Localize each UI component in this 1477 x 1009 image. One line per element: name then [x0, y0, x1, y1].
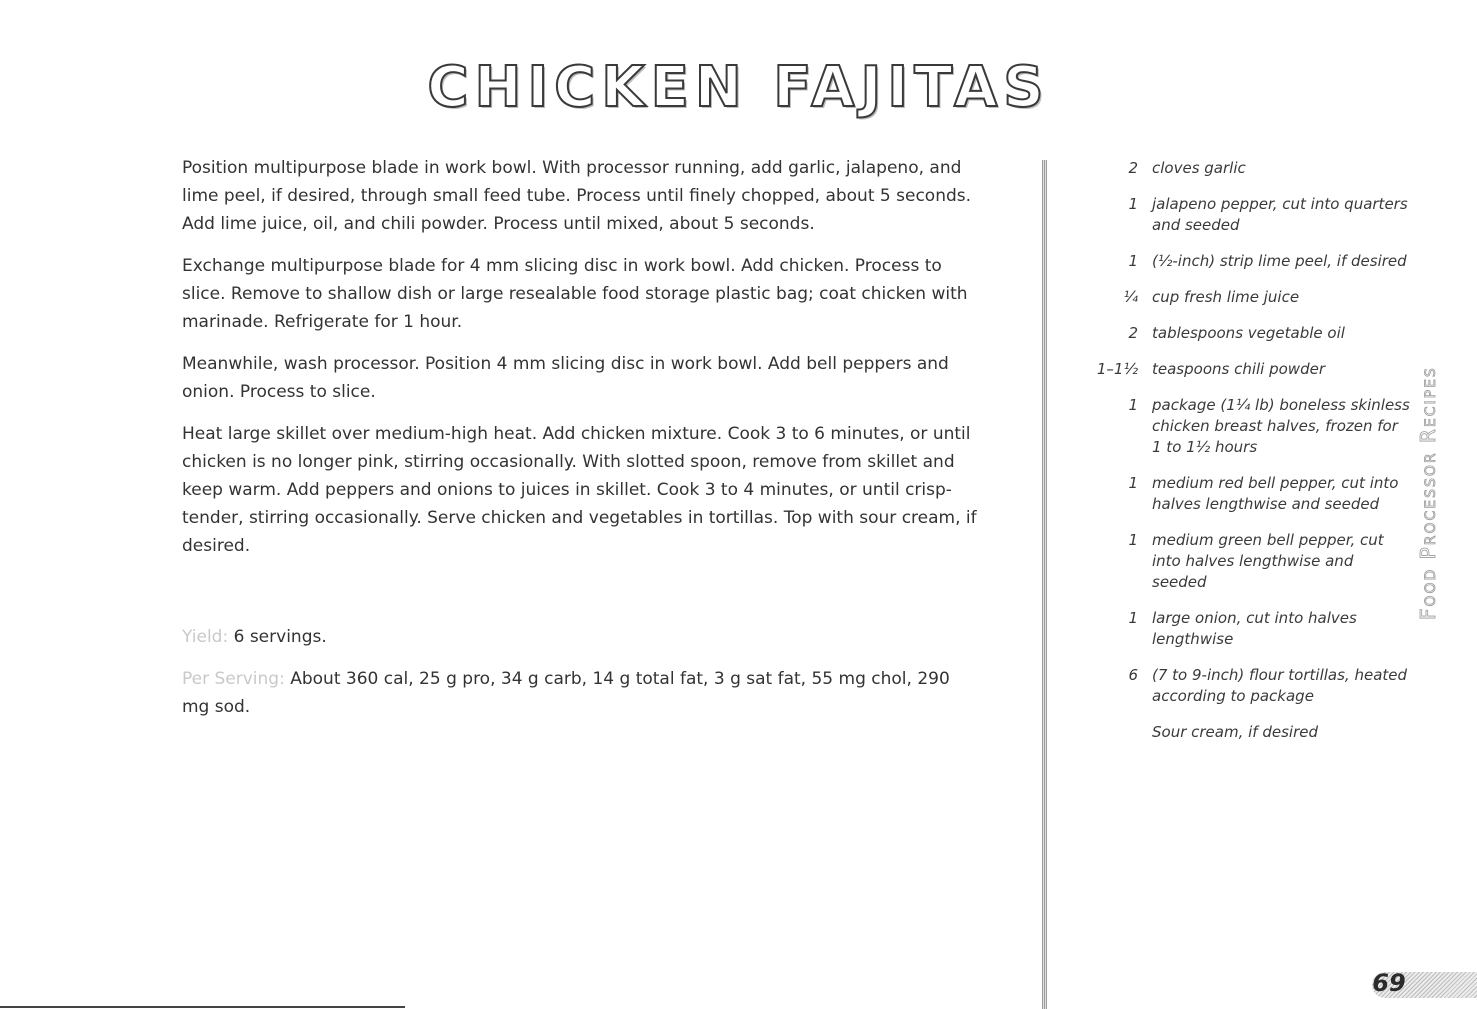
ingredient-item: [1092, 158, 1412, 179]
ingredient-item: [1092, 194, 1412, 236]
ingredient-qty: [1092, 722, 1152, 743]
direction-step: Heat large skillet over medium-high heat. Add chicken mixture. Cook 3 to 6 minutes, or until chicken is no longer pink, stirring occasionally. With slotted spoon, remove from skillet and keep warm. Add peppers and onions to juices in skillet. Cook 3 to 4 minutes, or until crisp-tender, stirring occasionally. Serve chicken and vegetables in tortillas. Top with sour cream, if desired.: [182, 424, 977, 556]
ingredient-qty: 1: [1128, 609, 1138, 627]
ingredient-qty: 1–1½: [1096, 360, 1138, 378]
ingredient-item: [1092, 722, 1412, 743]
direction-step: Position multipurpose blade in work bowl. With processor running, add garlic, jalapeno, and lime peel, if desired, through small feed tube. Process until finely chopped, about 5 seconds. Add lime juice, oil, and chili powder. Process until mixed, about 5 seconds.: [182, 158, 972, 234]
ingredient-text: cup fresh lime juice: [1152, 288, 1300, 306]
ingredient-qty: 1: [1128, 531, 1138, 549]
column-divider: [1042, 160, 1047, 1009]
ingredient-text: Sour cream, if desired: [1152, 723, 1318, 741]
ingredient-item: [1092, 608, 1412, 650]
ingredient-item: [1092, 287, 1412, 308]
ingredient-qty: 2: [1128, 159, 1138, 177]
ingredient-text: cloves garlic: [1152, 159, 1246, 177]
ingredient-text: package (1¼ lb) boneless skinless chicken breast halves, frozen for 1 to 1½ hours: [1152, 396, 1410, 456]
ingredient-text: large onion, cut into halves lengthwise: [1152, 609, 1357, 648]
section-side-label: Food Processor Recipes: [1416, 366, 1440, 620]
ingredient-text: (½-inch) strip lime peel, if desired: [1152, 252, 1407, 270]
page-number: 69: [1372, 969, 1406, 997]
per-serving-label: Per Serving:: [182, 669, 285, 689]
ingredient-text: teaspoons chili powder: [1152, 360, 1325, 378]
ingredient-list: [1092, 158, 1412, 758]
direction-step: Exchange multipurpose blade for 4 mm slicing disc in work bowl. Add chicken. Process to slice. Remove to shallow dish or large resealable food storage plastic bag; coat chicken with marinade. Refrigerate for 1 hour.: [182, 256, 968, 332]
ingredient-text: medium green bell pepper, cut into halves lengthwise and seeded: [1152, 531, 1384, 591]
ingredient-text: (7 to 9-inch) flour tortillas, heated according to package: [1152, 666, 1408, 705]
ingredient-item: [1092, 323, 1412, 344]
ingredient-text: medium red bell pepper, cut into halves lengthwise and seeded: [1152, 474, 1399, 513]
yield-value: 6 servings.: [228, 627, 327, 647]
ingredient-qty: 1: [1128, 195, 1138, 213]
yield-label: Yield:: [182, 627, 229, 647]
page-title: CHICKEN FAJITAS: [427, 55, 1050, 120]
ingredient-item: [1092, 251, 1412, 272]
ingredient-qty: 6: [1128, 666, 1138, 684]
ingredient-qty: 2: [1128, 324, 1138, 342]
direction-step: Meanwhile, wash processor. Position 4 mm slicing disc in work bowl. Add bell peppers and onion. Process to slice.: [182, 354, 949, 402]
ingredient-item: [1092, 359, 1412, 380]
ingredient-item: [1092, 473, 1412, 515]
per-serving-value: About 360 cal, 25 g pro, 34 g carb, 14 g total fat, 3 g sat fat, 55 mg chol, 290 mg sod.: [182, 669, 950, 717]
ingredient-qty: 1: [1128, 474, 1138, 492]
ingredient-item: [1092, 530, 1412, 593]
ingredient-qty: 1: [1128, 396, 1138, 414]
nutrition-info: [182, 623, 982, 735]
ingredient-item: [1092, 395, 1412, 458]
ingredient-item: [1092, 665, 1412, 707]
per-serving-line: [182, 665, 982, 721]
yield-line: [182, 623, 982, 651]
ingredient-qty: 1: [1128, 252, 1138, 270]
ingredient-qty: ¼: [1123, 288, 1138, 306]
ingredient-text: tablespoons vegetable oil: [1152, 324, 1345, 342]
directions: [182, 154, 982, 574]
bottom-rule: [0, 1006, 405, 1008]
ingredient-text: jalapeno pepper, cut into quarters and seeded: [1152, 195, 1408, 234]
